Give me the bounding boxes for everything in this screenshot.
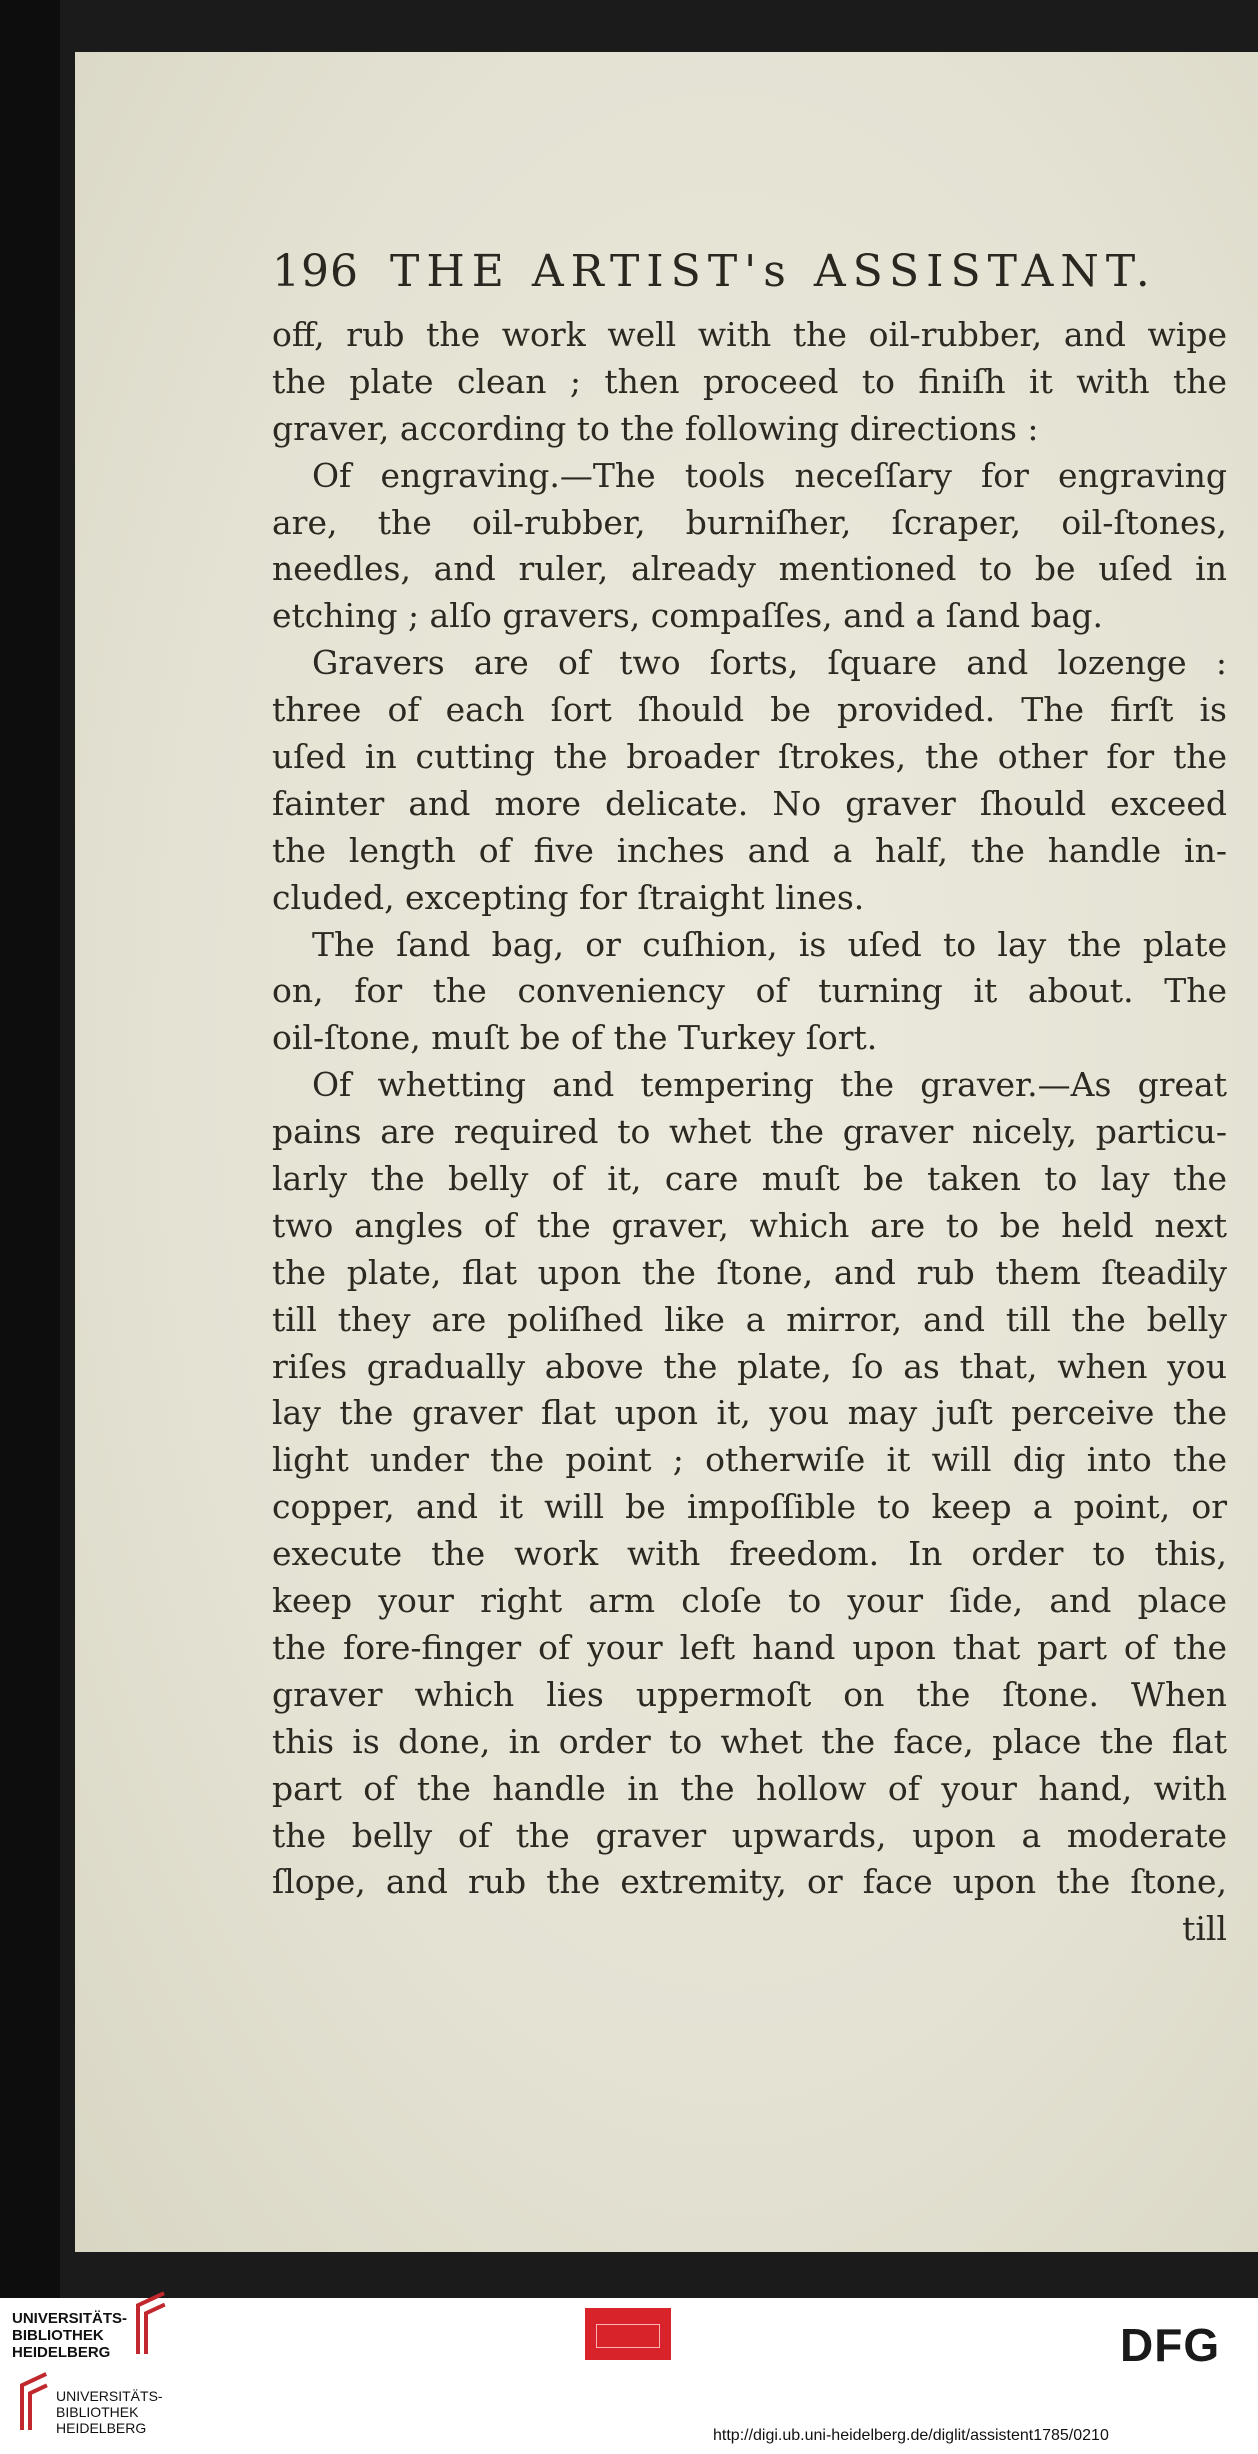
library-logo-icon [126, 2304, 172, 2360]
text-line: the belly of the graver upwards, upon a moderate [272, 1815, 1227, 1855]
text-line: fainter and more delicate. No graver ſhould exceed [272, 783, 1227, 823]
text-line: three of each ſort ſhould be provided. The firſt is [272, 690, 1227, 730]
text-line: two angles of the graver, which are to be held next [272, 1205, 1227, 1245]
running-title: THE ARTIST's ASSISTANT. [390, 246, 1157, 297]
text-line: till they are poliſhed like a mirror, and till the belly [272, 1299, 1227, 1339]
text-line: oil-ſtone, muſt be of the Turkey ſort. [272, 1018, 878, 1058]
library-name-header [12, 2310, 127, 2352]
text-line: the length of five inches and a half, the handle in- [272, 830, 1227, 870]
text-line: Of engraving.—The tools neceſſary for engraving [312, 455, 1227, 495]
library-name-small [56, 2388, 163, 2436]
page-number: 196 [272, 246, 359, 297]
text-line: Of whetting and tempering the graver.—As great [312, 1065, 1227, 1105]
dfg-logo: DFG [1120, 2319, 1221, 2371]
running-head [272, 246, 1227, 306]
permalink-url[interactable]: http://digi.ub.uni-heidelberg.de/diglit/assistent1785/0210 [713, 2427, 1109, 2444]
text-line: on, for the conveniency of turning it about. The [272, 971, 1227, 1011]
text-line: The ſand bag, or cuſhion, is uſed to lay the plate [312, 924, 1227, 964]
text-line: execute the work with freedom. In order to this, [272, 1534, 1227, 1574]
text-line: the fore-finger of your left hand upon that part of the [272, 1627, 1227, 1667]
text-line: keep your right arm cloſe to your ſide, and place [272, 1581, 1227, 1621]
text-line: riſes gradually above the plate, ſo as that, when you [272, 1346, 1227, 1386]
text-line: larly the belly of it, care muſt be taken to lay the [272, 1159, 1227, 1199]
text-line: graver, according to the following directions : [272, 408, 1039, 448]
text-line: cluded, excepting for ſtraight lines. [272, 877, 865, 917]
text-line: are, the oil-rubber, burniſher, ſcraper, oil-ſtones, [272, 502, 1227, 542]
library-name-line: BIBLIOTHEK [12, 2327, 104, 2344]
text-line: needles, and ruler, already mentioned to be uſed in [272, 549, 1227, 589]
text-line: graver which lies uppermoſt on the ſtone. When [272, 1674, 1227, 1714]
text-line: the plate, flat upon the ſtone, and rub them ſteadily [272, 1252, 1227, 1292]
text-line: etching ; alſo gravers, compaſſes, and a ſand bag. [272, 596, 1103, 636]
text-line: part of the handle in the hollow of your hand, with [272, 1768, 1227, 1808]
text-line: pains are required to whet the graver nicely, particu- [272, 1112, 1227, 1152]
text-line: this is done, in order to whet the face, place the flat [272, 1721, 1227, 1761]
body-text [272, 312, 1227, 1953]
catchword: till [1182, 1909, 1227, 1949]
library-name-line: UNIVERSITÄTS- [56, 2388, 163, 2404]
text-line: uſed in cutting the broader ſtrokes, the other for the [272, 737, 1227, 777]
library-name-line: BIBLIOTHEK [56, 2404, 139, 2420]
library-name-line [12, 2344, 127, 2352]
text-line: lay the graver flat upon it, you may juſt perceive the [272, 1393, 1227, 1433]
library-name-line: UNIVERSITÄTS- [12, 2310, 128, 2327]
library-logo-small-icon [12, 2380, 58, 2436]
funding-badge-icon [585, 2308, 671, 2360]
text-line: copper, and it will be impoſſible to keep a point, or [272, 1487, 1227, 1527]
text-line: off, rub the work well with the oil-rubber, and wipe [272, 315, 1227, 354]
text-line: the plate clean ; then proceed to finiſh it with the [272, 361, 1227, 401]
book-binding-edge [0, 0, 60, 2298]
text-line: light under the point ; otherwiſe it will dig into the [272, 1440, 1227, 1480]
badge-emblem [596, 2324, 660, 2348]
text-line: ſlope, and rub the extremity, or face upon the ſtone, [272, 1862, 1227, 1902]
text-line: Gravers are of two ſorts, ſquare and lozenge : [312, 643, 1227, 683]
library-name-line: HEIDELBERG [56, 2420, 147, 2436]
